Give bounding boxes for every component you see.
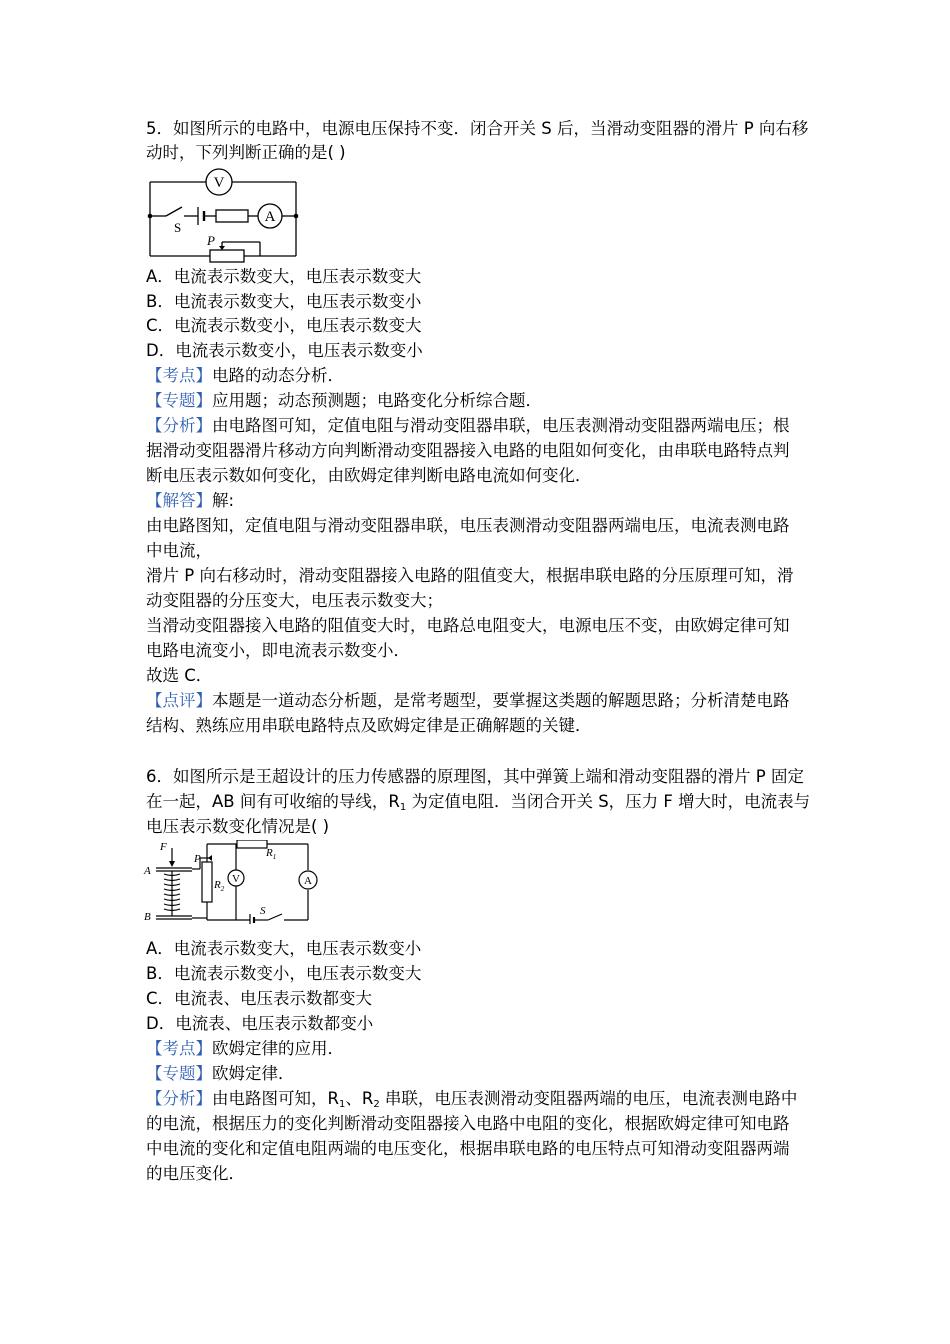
q6-stem-line-3: 电压表示数变化情况是( ) [146, 817, 330, 836]
q5-option-d: D．电流表示数变小，电压表示数变小 [146, 341, 423, 360]
q5-dianping-line-1 [146, 689, 790, 713]
q6-option-c: C．电流表、电压表示数都变大 [146, 989, 373, 1008]
q6-slider-label: P [194, 853, 201, 865]
q5-circuit-diagram [140, 164, 310, 264]
q5-solution-line: 由电路图知，定值电阻与滑动变阻器串联，电压表测滑动变阻器两端电压，电流表测电路 [146, 516, 790, 535]
q6-fenxi-line-1 [146, 1087, 797, 1111]
q5-fenxi-line-2: 据滑动变阻器滑片移动方向判断滑动变阻器接入电路的电阻如何变化，由串联电路特点判 [146, 441, 790, 460]
q5-dianping-line-2: 结构、熟练应用串联电路特点及欧姆定律是正确解题的关键． [146, 716, 592, 735]
tag-label: 【分析】 [146, 416, 212, 435]
q6-r2-label: $R_2$ [214, 879, 225, 893]
fenxi-text: 串联，电压表测滑动变阻器两端的电压，电流表测电路中 [379, 1089, 798, 1108]
q6-a-label: A [144, 865, 151, 877]
q5-fenxi-line-3: 断电压表示数如何变化，由欧姆定律判断电路电流如何变化． [146, 466, 592, 485]
q5-voltmeter-label: V [213, 175, 225, 191]
q5-solution-line: 滑片 P 向右移动时，滑动变阻器接入电路的阻值变大，根据串联电路的分压原理可知，滑 [146, 566, 794, 585]
q6-voltmeter-label: V [232, 873, 240, 885]
q6-stem-line-2 [146, 790, 810, 814]
q6-r1-label: $R_1$ [266, 847, 277, 861]
q5-kaodian [146, 364, 344, 388]
q5-stem-line-1: 5．如图所示的电路中，电源电压保持不变．闭合开关 S 后，当滑动变阻器的滑片 P 向右移 [146, 119, 809, 138]
q6-b-label: B [144, 911, 151, 923]
q6-option-d: D．电流表、电压表示数都变小 [146, 1014, 374, 1033]
fenxi-text: 由电路图可知，定值电阻与滑动变阻器串联，电压表测滑动变阻器两端电压；根 [212, 416, 790, 435]
q6-force-label: F [160, 841, 167, 853]
q5-stem-line-2: 动时，下列判断正确的是( ) [146, 143, 346, 162]
fenxi-text: 、R [345, 1089, 374, 1108]
subscript: 1 [338, 1099, 346, 1110]
q6-switch-label: S [260, 905, 266, 917]
tag-label: 【解答】 [146, 491, 212, 510]
q5-solution-line: 电路电流变小，即电流表示数变小． [146, 641, 410, 660]
q5-option-c: C．电流表示数变小，电压表示数变大 [146, 316, 422, 335]
fenxi-text: 由电路图可知，R [212, 1089, 339, 1108]
q6-zhuanti [146, 1062, 295, 1086]
tag-label: 【专题】 [146, 1064, 212, 1083]
tag-label: 【专题】 [146, 391, 212, 410]
q5-option-b: B．电流表示数变大，电压表示数变小 [146, 292, 422, 311]
q5-solution-line: 当滑动变阻器接入电路的阻值变大时，电路总电阻变大，电源电压不变，由欧姆定律可知 [146, 616, 790, 635]
q5-fenxi-line-1 [146, 414, 790, 438]
q5-jieda [146, 489, 234, 513]
kaodian-text: 电路的动态分析． [212, 366, 344, 385]
q6-circuit-diagram [142, 840, 322, 924]
stem-text: 在一起，AB 间有可收缩的导线，R [146, 792, 400, 811]
tag-label: 【考点】 [146, 1039, 212, 1058]
q5-ammeter-label: A [264, 209, 276, 225]
jieda-text: 解: [212, 491, 235, 510]
tag-label: 【考点】 [146, 366, 212, 385]
subscript: 1 [399, 802, 407, 813]
q5-solution-line: 中电流， [146, 541, 212, 560]
q6-kaodian [146, 1037, 344, 1061]
q5-switch-label: S [174, 220, 182, 235]
q6-option-a: A．电流表示数变大，电压表示数变小 [146, 939, 422, 958]
zhuanti-text: 应用题；动态预测题；电路变化分析综合题． [212, 391, 542, 410]
zhuanti-text: 欧姆定律． [212, 1064, 295, 1083]
q5-option-a: A．电流表示数变大，电压表示数变大 [146, 267, 422, 286]
stem-text: 为定值电阻．当闭合开关 S，压力 F 增大时，电流表与 [406, 792, 811, 811]
dianping-text: 本题是一道动态分析题，是常考题型，要掌握这类题的解题思路；分析清楚电路 [212, 691, 790, 710]
kaodian-text: 欧姆定律的应用． [212, 1039, 344, 1058]
q5-solution-line: 动变阻器的分压变大，电压表示数变大； [146, 591, 443, 610]
q6-option-b: B．电流表示数变小，电压表示数变大 [146, 964, 422, 983]
tag-label: 【分析】 [146, 1089, 212, 1108]
subscript: 2 [373, 1099, 380, 1110]
q6-stem-line-1: 6．如图所示是王超设计的压力传感器的原理图，其中弹簧上端和滑动变阻器的滑片 P 固定 [146, 767, 804, 786]
q6-fenxi-line-2: 的电流，根据压力的变化判断滑动变阻器接入电路中电阻的变化，根据欧姆定律可知电路 [146, 1114, 790, 1133]
q6-fenxi-line-4: 的电压变化． [146, 1164, 245, 1183]
tag-label: 【点评】 [146, 691, 212, 710]
q6-ammeter-label: A [304, 875, 312, 887]
q6-fenxi-line-3: 中电流的变化和定值电阻两端的电压变化，根据串联电路的电压特点可知滑动变阻器两端 [146, 1139, 790, 1158]
q5-slider-label: P [207, 233, 215, 248]
q5-solution-line: 故选 C． [146, 666, 213, 685]
q5-zhuanti [146, 389, 542, 413]
